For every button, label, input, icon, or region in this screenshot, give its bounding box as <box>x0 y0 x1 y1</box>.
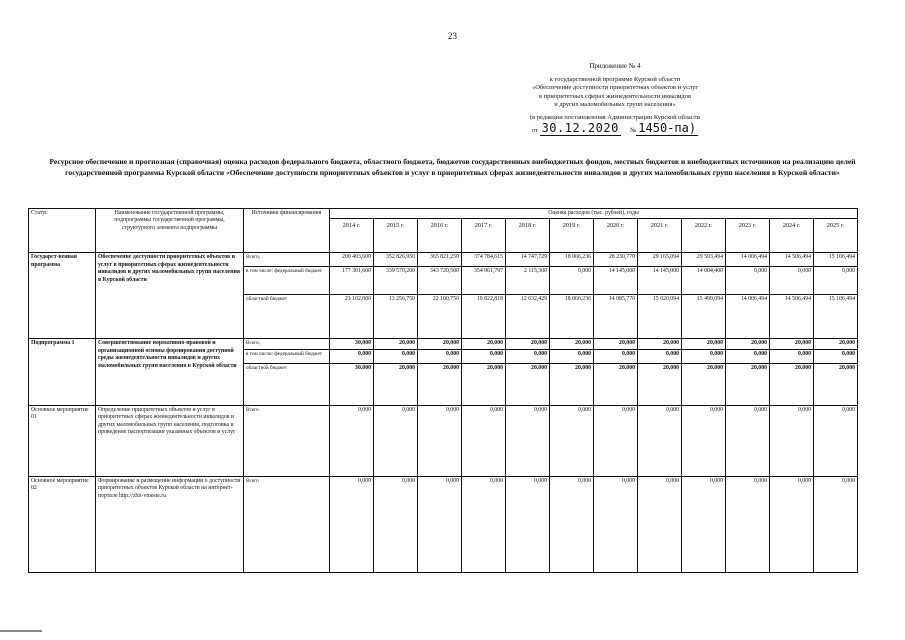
amount-cell: 0,000 <box>506 349 550 363</box>
amount-cell: 0,000 <box>726 405 770 476</box>
amount-cell: 0,000 <box>638 476 682 572</box>
appendix-line: и других маломобильных групп населения» <box>554 101 676 109</box>
amount-cell: 177 301,600 <box>330 267 374 295</box>
amount-cell: 29 503,494 <box>682 253 726 267</box>
status-cell: Основное мероприятие 02 <box>29 476 96 572</box>
amount-cell: 343 720,500 <box>418 267 462 295</box>
amount-cell: 15 020,094 <box>638 295 682 339</box>
amount-cell: 0,000 <box>594 405 638 476</box>
year-header: 2020 г. <box>594 219 638 253</box>
amount-cell: 0,000 <box>594 476 638 572</box>
amount-cell: 0,000 <box>770 405 814 476</box>
funding-source-cell: Всего <box>244 476 330 572</box>
amount-cell: 20,000 <box>594 363 638 405</box>
amount-cell: 0,000 <box>462 476 506 572</box>
amount-cell: 20,000 <box>770 339 814 349</box>
year-header: 2016 г. <box>418 219 462 253</box>
amount-cell: 0,000 <box>330 405 374 476</box>
funding-source-cell: Всего, <box>244 339 330 349</box>
amount-cell: 0,000 <box>506 476 550 572</box>
table-row <box>29 476 858 572</box>
amount-cell: 14 506,494 <box>770 295 814 339</box>
amount-cell: 0,000 <box>814 349 858 363</box>
amount-cell: 0,000 <box>550 349 594 363</box>
amount-cell: 0,000 <box>770 267 814 295</box>
funding-source-cell: в том числе: федеральный бюджет <box>244 349 330 363</box>
year-header: 2014 г. <box>330 219 374 253</box>
amount-cell: 0,000 <box>374 476 418 572</box>
funding-source-cell: областной бюджет <box>244 295 330 339</box>
amount-cell: 14 145,000 <box>594 267 638 295</box>
amount-cell: 0,000 <box>814 405 858 476</box>
appendix-revision: (в редакции постановления Администрации Курской области <box>529 113 700 121</box>
program-name-cell: Совершенствование нормативно-правовой и организационной основы формирования доступной среды жизнедеятельности инвалидов и других маломобильных групп населения в Курской области <box>96 339 244 405</box>
year-header: 2024 г. <box>770 219 814 253</box>
amount-cell: 354 961,797 <box>462 267 506 295</box>
amount-cell: 0,000 <box>726 476 770 572</box>
amount-cell: 0,000 <box>550 476 594 572</box>
amount-cell: 20,000 <box>374 363 418 405</box>
amount-cell: 0,000 <box>330 476 374 572</box>
decree-number: 1450-па) <box>638 120 697 135</box>
amount-cell: 0,000 <box>506 405 550 476</box>
funding-source-cell: в том числе: федеральный бюджет <box>244 267 330 295</box>
amount-cell: 20,000 <box>638 363 682 405</box>
amount-cell: 20,000 <box>506 363 550 405</box>
budget-table <box>28 208 858 573</box>
amount-cell: 0,000 <box>418 476 462 572</box>
amount-cell: 0,000 <box>594 349 638 363</box>
appendix-title: Приложение № 4 <box>589 62 641 70</box>
table-row <box>29 405 858 476</box>
amount-cell: 0,000 <box>418 349 462 363</box>
amount-cell: 30,000 <box>330 339 374 349</box>
amount-cell: 30,000 <box>330 363 374 405</box>
funding-source-cell: Всего, <box>244 253 330 267</box>
amount-cell: 0,000 <box>374 349 418 363</box>
amount-cell: 0,000 <box>726 349 770 363</box>
amount-cell: 20,000 <box>726 339 770 349</box>
year-header: 2022 г. <box>682 219 726 253</box>
amount-cell: 20,000 <box>726 363 770 405</box>
appendix-block <box>480 62 750 135</box>
amount-cell: 365 821,250 <box>418 253 462 267</box>
amount-cell: 0,000 <box>682 405 726 476</box>
amount-cell: 0,000 <box>638 349 682 363</box>
number-prefix: № <box>630 126 637 134</box>
amount-cell: 20,000 <box>462 339 506 349</box>
amount-cell: 14 006,494 <box>726 295 770 339</box>
amount-cell: 14 006,494 <box>726 253 770 267</box>
amount-cell: 29 165,094 <box>638 253 682 267</box>
amount-cell: 14 506,494 <box>770 253 814 267</box>
amount-cell: 200 403,600 <box>330 253 374 267</box>
year-header: 2025 г. <box>814 219 858 253</box>
amount-cell: 19 822,818 <box>462 295 506 339</box>
funding-source-cell: областной бюджет <box>244 363 330 405</box>
status-cell: Государст-венная программа <box>29 253 96 339</box>
amount-cell: 374 784,615 <box>462 253 506 267</box>
header-status: Статус <box>29 209 96 253</box>
amount-cell: 0,000 <box>726 267 770 295</box>
amount-cell: 0,000 <box>770 349 814 363</box>
amount-cell: 20,000 <box>594 339 638 349</box>
status-cell: Основное мероприятие 01 <box>29 405 96 476</box>
table-row <box>29 253 858 267</box>
page-number: 23 <box>448 31 457 41</box>
amount-cell: 20,000 <box>682 363 726 405</box>
appendix-line: к государственной программе Курской области <box>549 75 681 83</box>
amount-cell: 18 066,236 <box>550 295 594 339</box>
amount-cell: 20,000 <box>418 363 462 405</box>
appendix-line: «Обеспечение доступности приоритетных объектов и услуг <box>531 84 698 92</box>
amount-cell: 0,000 <box>770 476 814 572</box>
amount-cell: 0,000 <box>814 267 858 295</box>
amount-cell: 20,000 <box>506 339 550 349</box>
amount-cell: 20,000 <box>682 339 726 349</box>
year-header: 2018 г. <box>506 219 550 253</box>
program-name-cell: Формирование и размещение информации о доступности приоритетных объектов Курской области на интернет-портале http://zhit-vmeste.ru <box>96 476 244 572</box>
amount-cell: 28 230,770 <box>594 253 638 267</box>
amount-cell: 14 085,770 <box>594 295 638 339</box>
amount-cell: 0,000 <box>638 405 682 476</box>
header-estimate: Оценка расходов (тыс. рублей), годы <box>330 209 858 219</box>
appendix-date-line <box>480 120 750 136</box>
header-name: Наименование государственной программы, подпрограммы государственной программы, структурного элемента подпрограммы <box>96 209 244 253</box>
amount-cell: 0,000 <box>418 405 462 476</box>
amount-cell: 20,000 <box>638 339 682 349</box>
scan-edge-mark <box>0 630 42 632</box>
funding-source-cell: Всего <box>244 405 330 476</box>
date-prefix: от <box>531 126 538 134</box>
amount-cell: 23 102,000 <box>330 295 374 339</box>
year-header: 2017 г. <box>462 219 506 253</box>
amount-cell: 0,000 <box>330 349 374 363</box>
amount-cell: 0,000 <box>550 267 594 295</box>
amount-cell: 0,000 <box>374 405 418 476</box>
amount-cell: 0,000 <box>462 349 506 363</box>
amount-cell: 13 256,750 <box>374 295 418 339</box>
amount-cell: 0,000 <box>550 405 594 476</box>
amount-cell: 14 747,729 <box>506 253 550 267</box>
year-header: 2021 г. <box>638 219 682 253</box>
amount-cell: 20,000 <box>462 363 506 405</box>
document-title: Ресурсное обеспечение и прогнозная (справочная) оценка расходов федерального бюджета, областного бюджета, бюджетов государственных внебюджетных фондов, местных бюджетов и внебюджетных источников на реализацию целей государственной программы Курской области «Обеспечение доступности приоритетных объектов и услуг в приоритетных сферах жизнедеятельности инвалидов и других маломобильных групп населения в Курской области» <box>49 157 856 177</box>
table-row <box>29 339 858 349</box>
amount-cell: 0,000 <box>682 476 726 572</box>
amount-cell: 20,000 <box>550 339 594 349</box>
year-header: 2015 г. <box>374 219 418 253</box>
amount-cell: 20,000 <box>418 339 462 349</box>
program-name-cell: Определение приоритетных объектов и услуг в приоритетных сферах жизнедеятельности инвалидов и других маломобильных групп населения, подготовка и проведение паспортизации указанных объектов и услуг <box>96 405 244 476</box>
amount-cell: 0,000 <box>814 476 858 572</box>
amount-cell: 339 570,200 <box>374 267 418 295</box>
amount-cell: 0,000 <box>682 349 726 363</box>
amount-cell: 0,000 <box>462 405 506 476</box>
amount-cell: 12 632,429 <box>506 295 550 339</box>
appendix-line: в приоритетных сферах жизнедеятельности инвалидов <box>538 92 692 100</box>
amount-cell: 20,000 <box>374 339 418 349</box>
amount-cell: 20,000 <box>550 363 594 405</box>
status-cell: Подпрограмма 1 <box>29 339 96 405</box>
amount-cell: 14 004,400 <box>682 267 726 295</box>
amount-cell: 20,000 <box>770 363 814 405</box>
amount-cell: 22 100,750 <box>418 295 462 339</box>
amount-cell: 15 106,494 <box>814 295 858 339</box>
year-header: 2019 г. <box>550 219 594 253</box>
decree-date: 30.12.2020 <box>541 120 619 135</box>
amount-cell: 14 145,000 <box>638 267 682 295</box>
amount-cell: 352 826,950 <box>374 253 418 267</box>
amount-cell: 2 115,300 <box>506 267 550 295</box>
amount-cell: 15 499,094 <box>682 295 726 339</box>
header-sources: Источники финансирования <box>244 209 330 253</box>
program-name-cell: Обеспечение доступности приоритетных объектов и услуг в приоритетных сферах жизнедеятельности инвалидов и других маломобильных групп населения в Курской области <box>96 253 244 339</box>
amount-cell: 15 106,494 <box>814 253 858 267</box>
amount-cell: 20,000 <box>814 339 858 349</box>
amount-cell: 18 066,236 <box>550 253 594 267</box>
year-header: 2023 г. <box>726 219 770 253</box>
amount-cell: 20,000 <box>814 363 858 405</box>
